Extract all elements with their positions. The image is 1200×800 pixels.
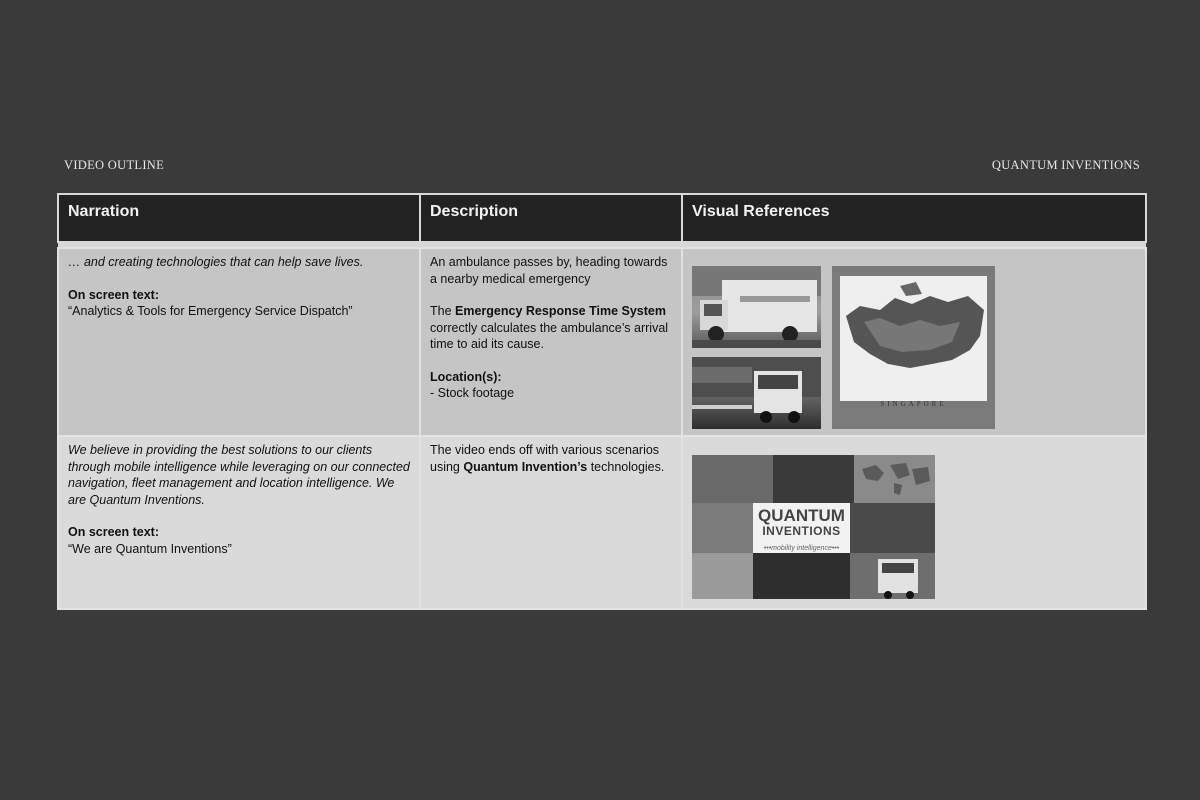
description-cell — [420, 248, 682, 436]
map-label: SINGAPORE — [880, 400, 947, 408]
table-header-row — [58, 194, 1146, 242]
description-text: The video ends off with various scenarios using Quantum Invention’s technologies. — [430, 443, 665, 474]
location-value: - Stock footage — [430, 386, 515, 400]
description-text: An ambulance passes by, heading towards a nearby medical emergency — [430, 255, 668, 286]
onscreen-label: On screen text: — [68, 525, 160, 539]
table-row — [58, 436, 1146, 609]
onscreen-text: “Analytics & Tools for Emergency Service Dispatch” — [68, 304, 353, 318]
doc-header-left: VIDEO OUTLINE — [64, 158, 165, 172]
narration-cell — [58, 436, 420, 609]
col-header-narration: Narration — [58, 194, 420, 242]
quantum-inventions-logo: QUANTUM INVENTIONS •••mobility intelligence••• — [753, 503, 850, 553]
onscreen-label: On screen text: — [68, 287, 160, 302]
visual-references-cell — [682, 436, 1146, 609]
ambulance-night-photo — [692, 357, 821, 429]
col-header-description: Description — [420, 194, 682, 242]
description-text-2: The Emergency Response Time System correctly calculates the ambulance’s arrival time to aid its cause. — [430, 304, 669, 351]
ambulance-photo — [692, 266, 821, 348]
onscreen-text: “We are Quantum Inventions” — [68, 541, 232, 556]
description-cell — [420, 436, 682, 609]
singapore-map-image — [832, 266, 995, 429]
doc-header-right: QUANTUM INVENTIONS — [991, 158, 1140, 172]
outline-table — [57, 193, 1147, 610]
narration-cell — [58, 248, 420, 436]
scenarios-collage-image — [692, 455, 935, 599]
location-label: Location(s): — [430, 369, 502, 384]
table-row — [58, 248, 1146, 436]
narration-text: We believe in providing the best solutions to our clients through mobile intelligence while leveraging on our connected navigation, fleet management and location intelligence. We are Quantum Inventions. — [68, 443, 410, 507]
visual-references-cell — [682, 248, 1146, 436]
narration-text: … and creating technologies that can help save lives. — [68, 255, 364, 269]
col-header-visual-references: Visual References — [682, 194, 1146, 242]
